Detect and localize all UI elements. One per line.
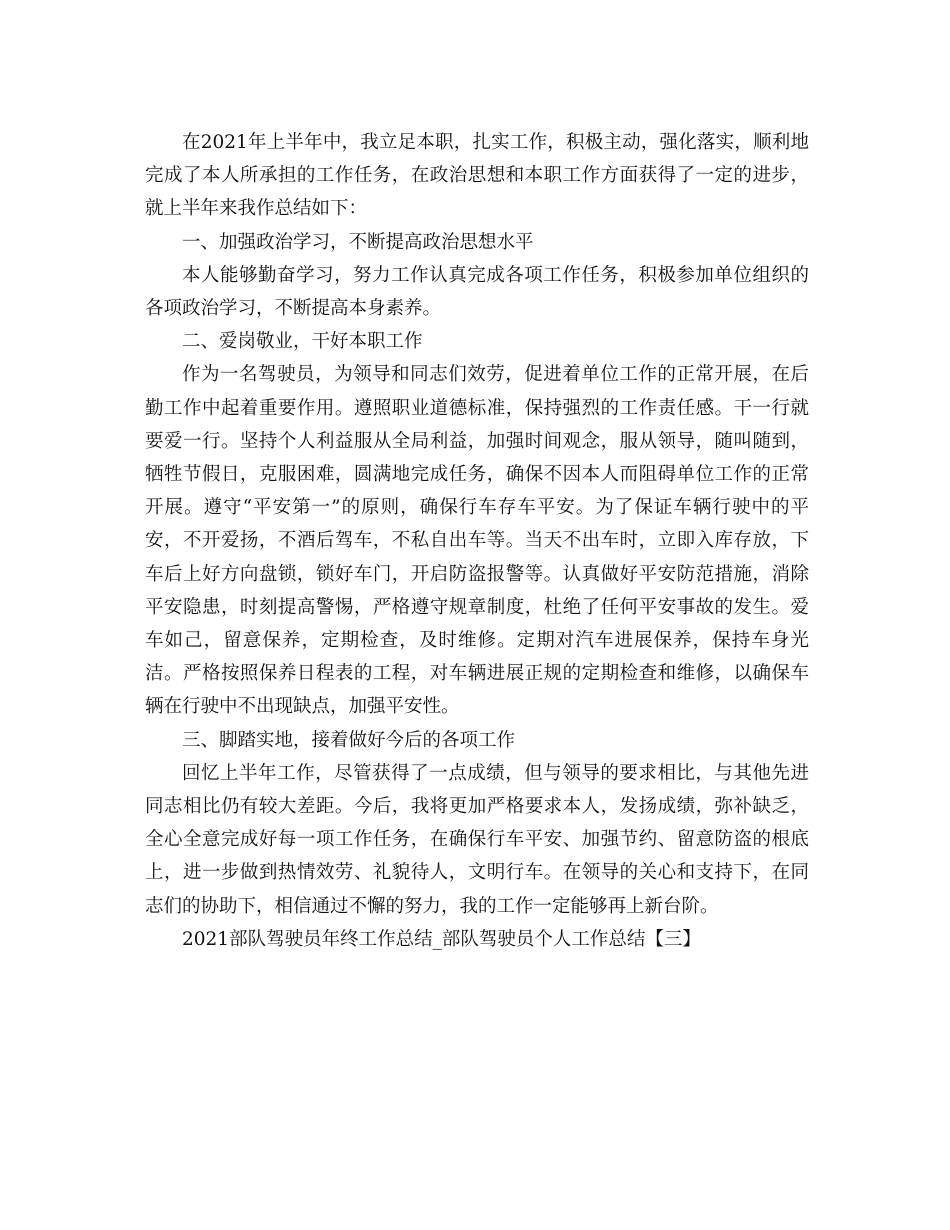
document-body (145, 126, 809, 956)
section-1-paragraph: 本人能够勤奋学习，努力工作认真完成各项工作任务，积极参加单位组织的各项政治学习，不断提高本身素养。 (145, 264, 809, 320)
section-heading-1: 一、加强政治学习，不断提高政治思想水平 (182, 231, 534, 253)
closing-title-line: 2021部队驾驶员年终工作总结_部队驾驶员个人工作总结【三】 (182, 928, 701, 950)
section-heading-2: 二、爱岗敬业，干好本职工作 (182, 331, 423, 353)
intro-paragraph: 在2021年上半年中，我立足本职，扎实工作，积极主动，强化落实，顺利地完成了本人所承担的工作任务，在政治思想和本职工作方面获得了一定的进步，就上半年来我作总结如下： (145, 132, 809, 220)
section-heading-3: 三、脚踏实地，接着做好今后的各项工作 (182, 729, 516, 751)
section-2-paragraph: 作为一名驾驶员，为领导和同志们效劳，促进着单位工作的正常开展，在后勤工作中起着重要作用。遵照职业道德标准，保持强烈的工作责任感。干一行就要爱一行。坚持个人利益服从全局利益，加强时间观念，服从领导，随叫随到，牺牲节假日，克服困难，圆满地完成任务，确保不因本人而阻碍单位工作的正常开展。遵守“平安第一”的原则，确保行车存车平安。为了保证车辆行驶中的平安，不开爱扬，不酒后驾车，不私自出车等。当天不出车时，立即入库存放，下车后上好方向盘锁，锁好车门，开启防盗报警等。认真做好平安防范措施，消除平安隐患，时刻提高警惕，严格遵守规章制度，杜绝了任何平安事故的发生。爱车如己，留意保养，定期检查，及时维修。定期对汽车进展保养，保持车身光洁。严格按照保养日程表的工程，对车辆进展正规的定期检查和维修，以确保车辆在行驶中不出现缺点，加强平安性。 (145, 364, 809, 718)
section-3-paragraph: 回忆上半年工作，尽管获得了一点成绩，但与领导的要求相比，与其他先进同志相比仍有较大差距。今后，我将更加严格要求本人，发扬成绩，弥补缺乏，全心全意完成好每一项工作任务，在确保行车平安、加强节约、留意防盗的根底上，进一步做到热情效劳、礼貌待人，文明行车。在领导的关心和支持下，在同志们的协助下，相信通过不懈的努力，我的工作一定能够再上新台阶。 (145, 762, 809, 917)
